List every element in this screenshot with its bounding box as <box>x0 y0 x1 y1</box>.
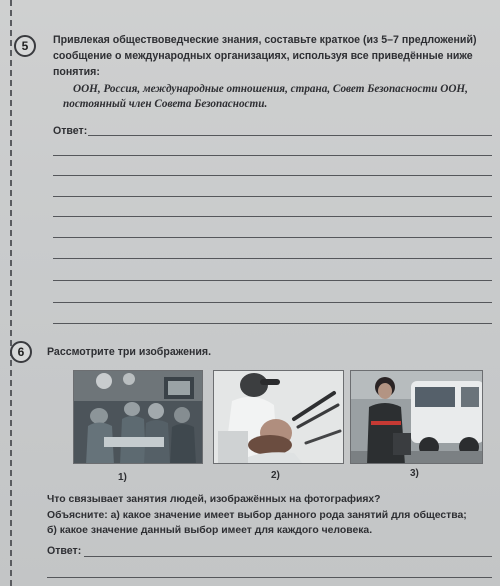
answer-line[interactable] <box>53 323 492 324</box>
answer-line[interactable] <box>47 577 492 578</box>
answer-line[interactable] <box>53 216 492 217</box>
photo-2-label: 2) <box>271 470 280 481</box>
answer-line[interactable] <box>53 237 492 238</box>
question-6-answer-label: Ответ: <box>47 545 82 557</box>
answer-line[interactable] <box>53 302 492 303</box>
question-6-line-3: б) какое значение данный выбор имеет для каждого человека. <box>47 525 373 536</box>
dentist-photo <box>213 370 344 464</box>
surgeons-operating-photo <box>73 370 203 464</box>
question-6-line-1: Что связывает занятия людей, изображённых на фотографиях? <box>47 494 381 505</box>
answer-line[interactable] <box>53 175 492 176</box>
answer-line[interactable] <box>53 155 492 156</box>
photo-3-label: 3) <box>410 468 419 479</box>
answer-line[interactable] <box>53 280 492 281</box>
question-5-number: 5 <box>14 35 36 57</box>
answer-line[interactable] <box>53 258 492 259</box>
photo-1-label: 1) <box>118 472 127 483</box>
question-5-concepts: ООН, Россия, международные отношения, страна, Совет Безопасности ООН, постоянный член Совета Безопасности. <box>63 83 468 110</box>
question-6-line-2: Объясните: а) какое значение имеет выбор данного рода занятий для общества; <box>47 509 467 521</box>
question-5-answer-label: Ответ: <box>53 125 88 137</box>
answer-line[interactable] <box>84 556 492 557</box>
question-5-text: Привлекая обществоведческие знания, составьте краткое (из 5–7 предложений) сообщение о международных организациях, используя все приведённые ниже понятия: <box>53 34 477 78</box>
answer-line[interactable] <box>88 135 492 136</box>
question-6-number: 6 <box>10 341 32 363</box>
cut-line <box>10 0 12 586</box>
answer-line[interactable] <box>53 196 492 197</box>
paramedic-photo <box>350 370 483 464</box>
question-6-title: Рассмотрите три изображения. <box>47 346 212 358</box>
question-6-text <box>47 492 497 539</box>
